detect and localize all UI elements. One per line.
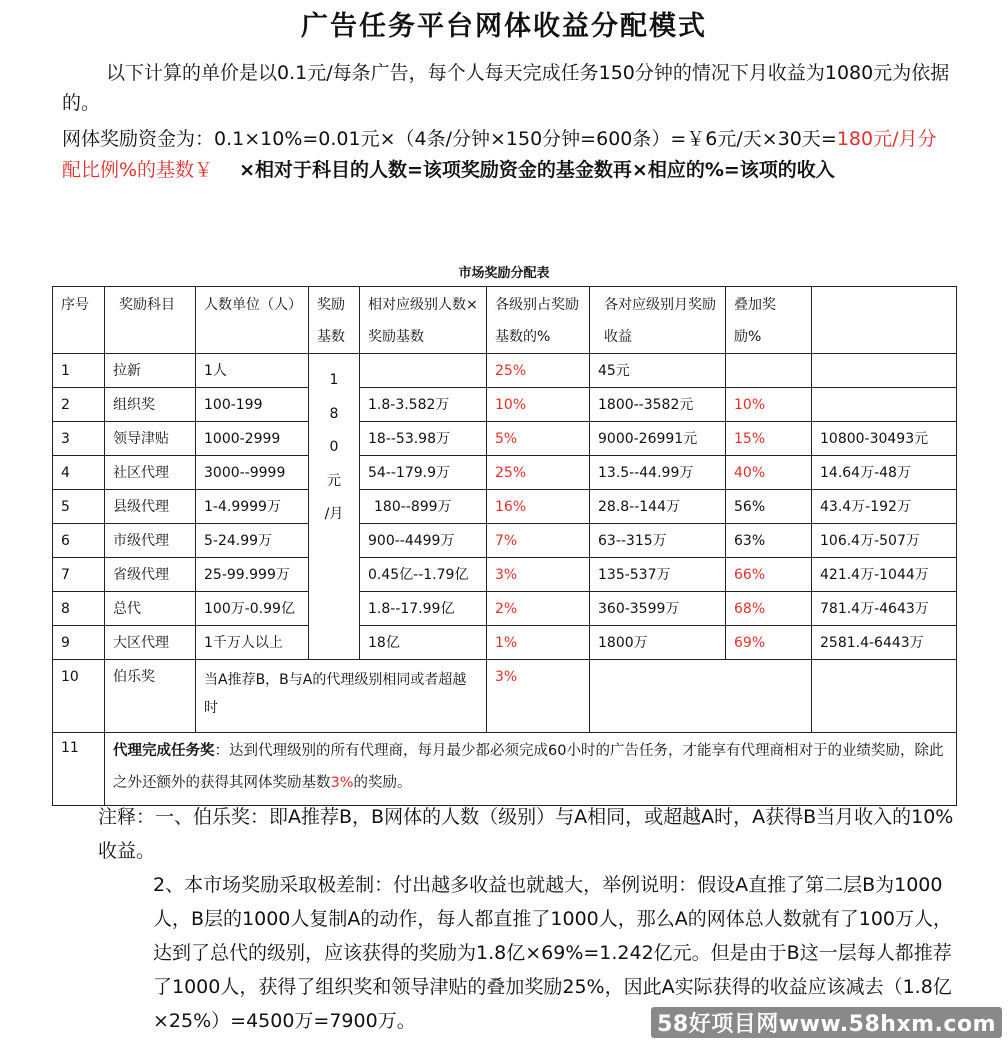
row-income: 360-3599万	[590, 592, 726, 626]
task-percent: 3%	[330, 775, 354, 791]
row-income: 135-537万	[590, 558, 726, 592]
table-row	[53, 592, 957, 626]
table-row	[53, 524, 957, 558]
row-no: 3	[53, 422, 105, 456]
header-people: 人数单位（人）	[196, 287, 309, 354]
row-people: 1人	[196, 354, 309, 388]
row-percent: 25%	[487, 354, 590, 388]
row-stack: 40%	[726, 456, 812, 490]
row-total	[812, 354, 957, 388]
unit-char: 1	[329, 372, 339, 388]
unit-base-cell	[309, 354, 360, 660]
note-1	[98, 800, 968, 868]
row-total: 2581.4-6443万	[812, 626, 957, 660]
row-item: 社区代理	[105, 456, 196, 490]
row-base: 0.45亿--1.79亿	[360, 558, 487, 592]
row-income: 63--315万	[590, 524, 726, 558]
row-no: 11	[53, 733, 105, 806]
row-income: 45元	[590, 354, 726, 388]
row-people: 100-199	[196, 388, 309, 422]
row-people: 3000--9999	[196, 456, 309, 490]
row-percent: 10%	[487, 388, 590, 422]
row-base	[360, 354, 487, 388]
row-no: 2	[53, 388, 105, 422]
row-stack: 56%	[726, 490, 812, 524]
row-base: 180--899万	[360, 490, 487, 524]
table-row	[53, 456, 957, 490]
row-task-desc	[105, 733, 957, 806]
table-row-bole	[53, 660, 957, 733]
table-row	[53, 626, 957, 660]
row-income: 1800--3582元	[590, 388, 726, 422]
row-base: 1.8--17.99亿	[360, 592, 487, 626]
header-no: 序号	[53, 287, 105, 354]
unit-char: 0	[329, 439, 339, 456]
row-total: 421.4万-1044万	[812, 558, 957, 592]
row-stack: 63%	[726, 524, 812, 558]
row-percent: 3%	[487, 660, 590, 733]
row-item: 组织奖	[105, 388, 196, 422]
task-label: 代理完成任务奖	[113, 743, 215, 759]
intro-paragraph	[62, 58, 950, 118]
row-people: 100万-0.99亿	[196, 592, 309, 626]
row-no: 6	[53, 524, 105, 558]
row-percent: 2%	[487, 592, 590, 626]
row-item: 省级代理	[105, 558, 196, 592]
intro-text: 以下计算的单价是以0.1元/每条广告，每个人每天完成任务150分钟的情况下月收益为1080元为依据的。	[62, 62, 950, 114]
row-no: 8	[53, 592, 105, 626]
formula-part1: 网体奖励资金为：0.1×10%=0.01元×（4条/分钟×150分钟=600条）=￥6元/天×30天=	[62, 128, 837, 150]
unit-char: /月	[324, 506, 344, 523]
row-percent: 25%	[487, 456, 590, 490]
row-stack: 69%	[726, 626, 812, 660]
row-empty	[812, 660, 957, 733]
row-total: 106.4万-507万	[812, 524, 957, 558]
row-no: 7	[53, 558, 105, 592]
table-row-task	[53, 733, 957, 806]
table-row	[53, 388, 957, 422]
row-people: 25-99.999万	[196, 558, 309, 592]
row-item: 县级代理	[105, 490, 196, 524]
row-percent: 1%	[487, 626, 590, 660]
row-no: 9	[53, 626, 105, 660]
table-row	[53, 558, 957, 592]
header-base: 奖励基数	[309, 287, 360, 354]
row-people: 1-4.9999万	[196, 490, 309, 524]
row-people: 1000-2999	[196, 422, 309, 456]
row-item: 伯乐奖	[105, 660, 196, 733]
row-percent: 16%	[487, 490, 590, 524]
row-empty	[590, 660, 812, 733]
table-header-row	[53, 287, 957, 354]
row-base: 1.8-3.582万	[360, 388, 487, 422]
row-bole-desc: 当A推荐B，B与A的代理级别相同或者超越时	[196, 660, 487, 733]
header-income: 各对应级别月奖励收益	[590, 287, 726, 354]
task-text-end: 的奖励。	[353, 775, 412, 791]
table-row	[53, 490, 957, 524]
table-row	[53, 354, 957, 388]
unit-char: 元	[327, 472, 341, 489]
note-2: 2、本市场奖励采取极差制：付出越多收益也就越大，举例说明：假设A直推了第二层B为1000人，B层的1000人复制A的动作，每人都直推了1000人，那么A的网体总人数就有了100万人，达到了总代的级别，应该获得的奖励为1.8亿×69%=1.242亿元。但是由于B这一层每人都推荐了1000人，获得了组织奖和领导津贴的叠加奖励25%，因此A实际获得的收益应该减去（1.8亿×25%）=4500万=7900万。	[153, 874, 953, 1032]
row-people: 1千万人以上	[196, 626, 309, 660]
row-total	[812, 388, 957, 422]
row-stack: 10%	[726, 388, 812, 422]
note-1-text: 即A推荐B，B网体的人数（级别）与A相同，或超越A时，A获得B当月收入的10%收益。	[98, 806, 954, 862]
row-people: 5-24.99万	[196, 524, 309, 558]
row-no: 4	[53, 456, 105, 490]
row-stack: 15%	[726, 422, 812, 456]
row-base: 54--179.9万	[360, 456, 487, 490]
row-percent: 7%	[487, 524, 590, 558]
row-stack	[726, 354, 812, 388]
header-item: 奖励科目	[105, 287, 196, 354]
formula-result: ×相对于科目的人数=该项奖励资金的基金数再×相应的%=该项的收入	[239, 159, 835, 181]
row-item: 总代	[105, 592, 196, 626]
row-item: 拉新	[105, 354, 196, 388]
notes-section	[98, 800, 968, 1038]
formula-paragraph	[62, 124, 952, 186]
site-watermark: 58好项目网www.58hxm.com	[651, 1007, 1002, 1038]
row-no: 1	[53, 354, 105, 388]
header-level-base: 相对应级别人数×奖励基数	[360, 287, 487, 354]
row-percent: 3%	[487, 558, 590, 592]
row-income: 28.8--144万	[590, 490, 726, 524]
row-total: 781.4万-4643万	[812, 592, 957, 626]
row-stack: 66%	[726, 558, 812, 592]
header-total	[812, 287, 957, 354]
row-total: 14.64万-48万	[812, 456, 957, 490]
header-stack: 叠加奖励%	[726, 287, 812, 354]
row-income: 1800万	[590, 626, 726, 660]
row-item: 市级代理	[105, 524, 196, 558]
task-text: ：达到代理级别的所有代理商，每月最少都必须完成60小时的广告任务，才能享有代理商相对于的业绩奖励，除此之外还额外的获得其网体奖励基数	[113, 743, 944, 791]
row-stack: 68%	[726, 592, 812, 626]
row-income: 9000-26991元	[590, 422, 726, 456]
row-income: 13.5--44.99万	[590, 456, 726, 490]
row-item: 领导津贴	[105, 422, 196, 456]
row-total: 43.4万-192万	[812, 490, 957, 524]
row-base: 900--4499万	[360, 524, 487, 558]
note-1-prefix: 注释：一、伯乐奖：	[98, 806, 270, 828]
table-title: 市场奖励分配表	[458, 266, 550, 281]
unit-char: 8	[329, 405, 339, 422]
row-item: 大区代理	[105, 626, 196, 660]
row-percent: 5%	[487, 422, 590, 456]
row-no: 10	[53, 660, 105, 733]
table-row	[53, 422, 957, 456]
formula-base-highlight: 180元/月分配比例%的基数￥	[62, 128, 937, 181]
reward-table	[52, 286, 957, 806]
document-title: 广告任务平台网体收益分配模式	[301, 11, 707, 42]
row-total: 10800-30493元	[812, 422, 957, 456]
header-percent: 各级别占奖励基数的%	[487, 287, 590, 354]
row-base: 18--53.98万	[360, 422, 487, 456]
row-base: 18亿	[360, 626, 487, 660]
row-no: 5	[53, 490, 105, 524]
